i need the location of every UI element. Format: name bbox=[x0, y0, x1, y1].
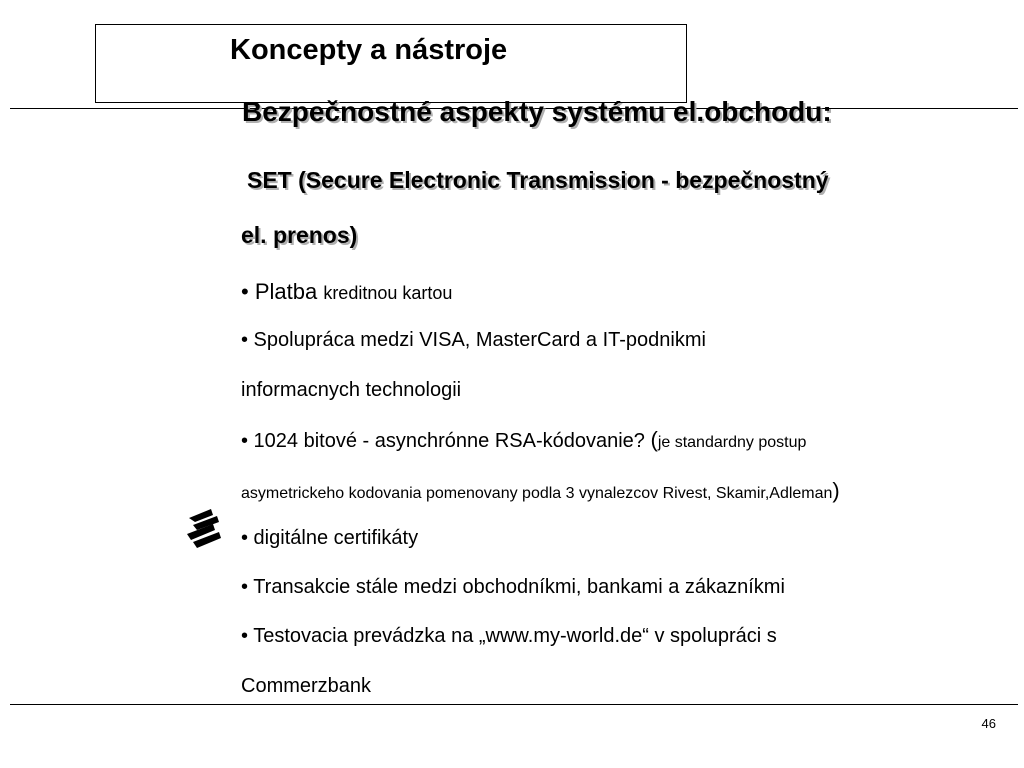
rsa-note-line-1: je standardny postup bbox=[657, 434, 807, 451]
slide-title: Koncepty a nástroje bbox=[230, 34, 508, 66]
bullet-transakcie: • Transakcie stále medzi obchodníkmi, bankami a zákazníkmi bbox=[241, 576, 785, 598]
set-heading-line-2: el. prenos) bbox=[241, 222, 358, 248]
bottom-divider bbox=[10, 704, 1018, 705]
page-number: 46 bbox=[981, 716, 996, 731]
bullet-platba bbox=[241, 279, 452, 305]
bullet-rsa-line-2 bbox=[241, 478, 840, 504]
slide-subtitle: Bezpečnostné aspekty systému el.obchodu: bbox=[242, 96, 832, 127]
bullet-testovacia-line-2: Commerzbank bbox=[241, 675, 372, 697]
bullet-spolupraca-line-1: • Spolupráca medzi VISA, MasterCard a IT-podnikmi bbox=[241, 329, 706, 351]
bullet-platba-prefix: • Platba bbox=[241, 279, 324, 304]
bullet-rsa-line-1 bbox=[241, 427, 806, 453]
bullet-certifikaty: • digitálne certifikáty bbox=[241, 527, 419, 549]
bullet-platba-rest: kreditnou kartou bbox=[323, 283, 453, 303]
lightning-bolt-icon bbox=[183, 508, 225, 552]
set-heading-line-1: SET (Secure Electronic Transmission - bezpečnostný bbox=[247, 167, 829, 193]
bullet-testovacia-line-1: • Testovacia prevádzka na „www.my-world.de“ v spolupráci s bbox=[241, 625, 777, 647]
rsa-note-line-2: asymetrickeho kodovania pomenovany podla 3 vynalezcov Rivest, Skamir,Adleman bbox=[241, 485, 833, 502]
bullet-spolupraca-line-2: informacnych technologii bbox=[241, 379, 462, 401]
rsa-close-paren: ) bbox=[832, 478, 840, 503]
rsa-open-paren: ( bbox=[650, 427, 658, 452]
bullet-rsa-main: • 1024 bitové - asynchrónne RSA-kódovanie? bbox=[241, 430, 651, 452]
